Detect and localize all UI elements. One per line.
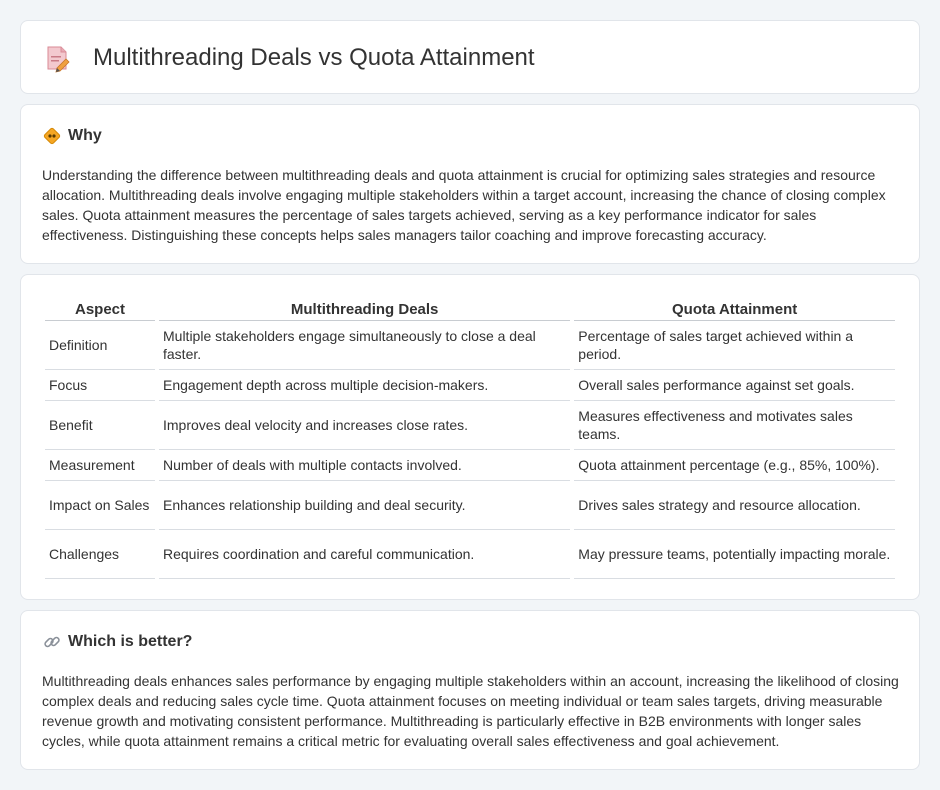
page-title: Multithreading Deals vs Quota Attainment	[93, 44, 535, 71]
table-header-row	[45, 295, 895, 321]
table-row	[45, 530, 895, 579]
cell-quota: Measures effectiveness and motivates sales teams.	[574, 401, 895, 450]
why-heading	[43, 127, 102, 145]
cell-multithreading: Number of deals with multiple contacts involved.	[159, 450, 570, 481]
cell-aspect: Impact on Sales	[45, 481, 155, 530]
cell-multithreading: Requires coordination and careful communication.	[159, 530, 570, 579]
table-row	[45, 370, 895, 401]
title-card	[20, 20, 920, 94]
link-icon	[43, 633, 61, 651]
table-row	[45, 450, 895, 481]
why-text: Understanding the difference between multithreading deals and quota attainment is crucial for optimizing sales strategies and resource allocation. Multithreading deals involve engaging multiple stakeholders within a target account, increasing the chance of closing complex sales. Quota attainment measures the percentage of sales targets achieved, serving as a key performance indicator for sales effectiveness. Distinguishing these concepts helps sales managers tailor coaching and improve forecasting accuracy.	[42, 167, 886, 243]
better-heading	[43, 633, 192, 651]
title-row	[45, 43, 535, 73]
header-multithreading: Multithreading Deals	[159, 295, 570, 321]
better-title: Which is better?	[68, 633, 193, 650]
cell-multithreading: Multiple stakeholders engage simultaneously to close a deal faster.	[159, 321, 570, 370]
why-title: Why	[68, 127, 102, 144]
why-card	[20, 104, 920, 264]
comparison-card	[20, 274, 920, 600]
table-row	[45, 401, 895, 450]
cell-quota: Drives sales strategy and resource allocation.	[574, 481, 895, 530]
header-quota: Quota Attainment	[574, 295, 895, 321]
cell-quota: May pressure teams, potentially impacting morale.	[574, 530, 895, 579]
diamond-sign-icon	[43, 127, 61, 145]
cell-quota: Percentage of sales target achieved within a period.	[574, 321, 895, 370]
cell-aspect: Benefit	[45, 401, 155, 450]
cell-aspect: Challenges	[45, 530, 155, 579]
cell-quota: Overall sales performance against set goals.	[574, 370, 895, 401]
cell-aspect: Measurement	[45, 450, 155, 481]
header-aspect: Aspect	[45, 295, 155, 321]
cell-quota: Quota attainment percentage (e.g., 85%, 100%).	[574, 450, 895, 481]
table-row	[45, 481, 895, 530]
cell-multithreading: Improves deal velocity and increases close rates.	[159, 401, 570, 450]
better-text: Multithreading deals enhances sales performance by engaging multiple stakeholders within an account, increasing the likelihood of closing complex deals and reducing sales cycle time. Quota attainment focuses on meeting individual or team sales targets, driving measurable revenue growth and motivating consistent performance. Multithreading is particularly effective in B2B environments with longer sales cycles, while quota attainment remains a critical metric for evaluating overall sales effectiveness and goal achievement.	[42, 673, 899, 749]
cell-multithreading: Enhances relationship building and deal security.	[159, 481, 570, 530]
document-pencil-icon	[45, 43, 71, 73]
table-row	[45, 321, 895, 370]
comparison-table	[41, 295, 899, 579]
better-card	[20, 610, 920, 770]
cell-aspect: Focus	[45, 370, 155, 401]
cell-multithreading: Engagement depth across multiple decision-makers.	[159, 370, 570, 401]
cell-aspect: Definition	[45, 321, 155, 370]
